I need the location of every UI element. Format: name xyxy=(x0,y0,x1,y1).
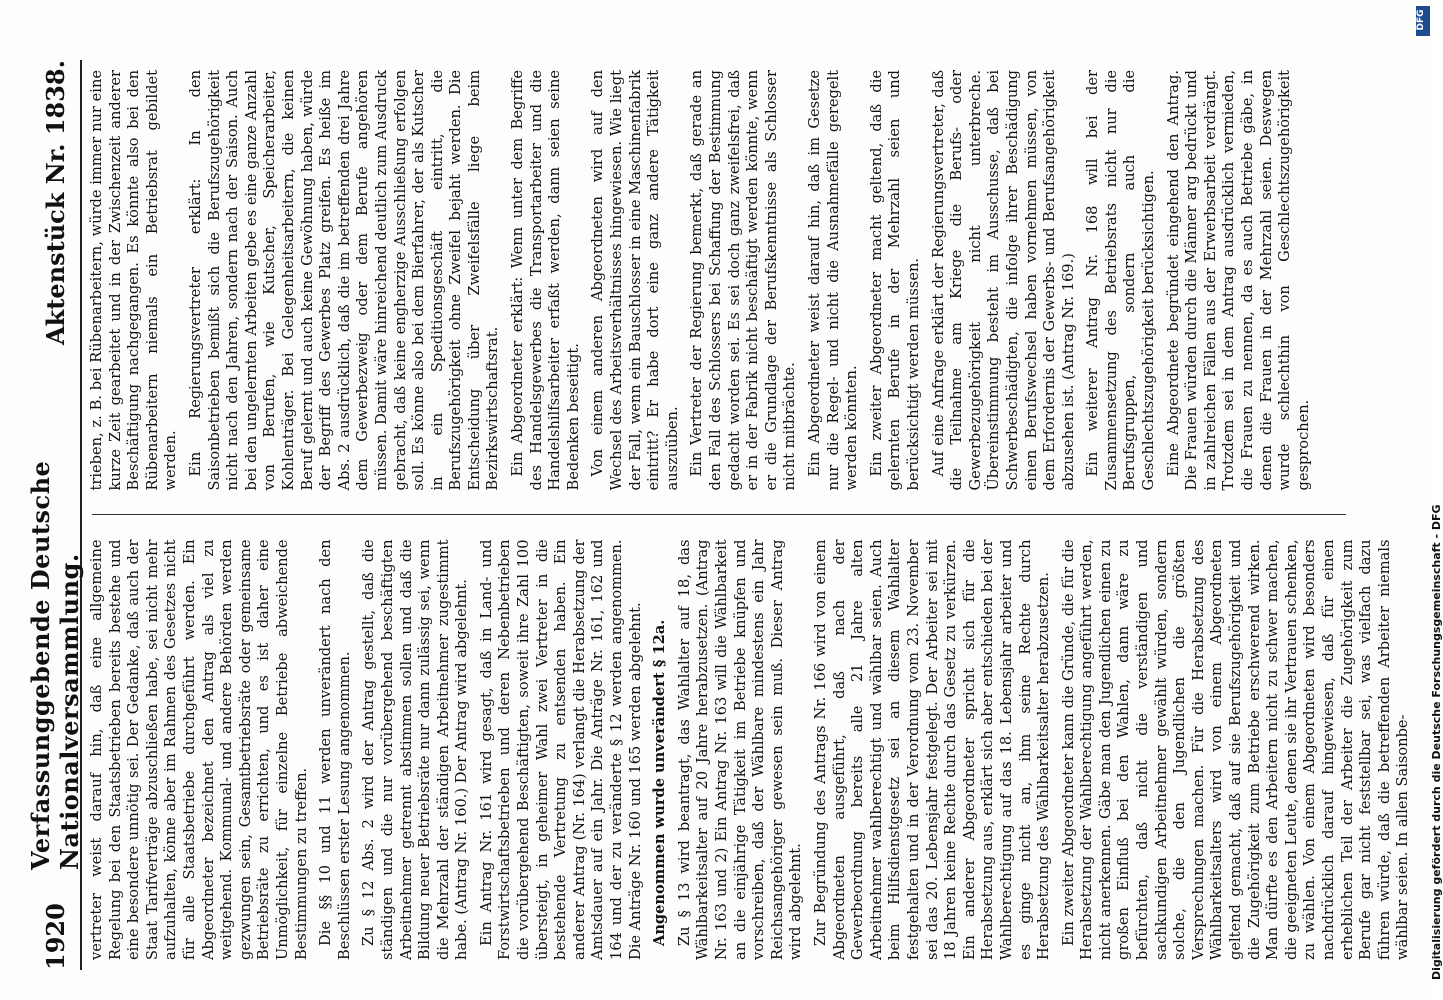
paragraph: Ein zweiter Abgeordneter kann die Gründe, die für die Herabsetzung der Wahlberechtigung angeführt werden, nicht anerkennen. Gäbe man den Jugendlichen einen zu großen Einfluß bei den Wahlen, dann wäre zu befürchten, daß nicht die verständigen und sachkundigen Arbeitnehmer gewählt würden, sondern solche, die den Jugendlichen die größten Versprechungen machen. Für die Herabsetzung des Wählbarkeitsalters wird von einem Abgeordneten geltend gemacht, daß auf sie Berufszugehörigkeit und die Zugehörigkeit zum Betriebe erschwerend wirken. Man dürfte es den Arbeitern nicht zu schwer machen, die geeigneten Leute, denen sie ihr Vertrauen schenken, zu wählen. Von einem Abgeordneten wird besonders nachdrücklich darauf hingewiesen, daß für einen erheblichen Teil der Arbeiter die Zugehörigkeit zum Berufe gar nicht feststellbar sei, was vielfach dazu führen würde, daß die betreffenden Arbeiter niemals wählbar seien. In allen Saisonbe- xyxy=(1059,539,1412,960)
column-right xyxy=(88,70,1350,491)
paragraph: Von einem anderen Abgeordneten wird auf den Wechsel des Arbeitsverhältnisses hingewiesen. Wie liegt der Fall, wenn ein Bauschlosser in eine Maschinenfabrik eintritt? Er habe dort eine ganz andere Tätigkeit auszuüben. xyxy=(589,70,681,491)
paragraph: Ein zweiter Abgeordneter macht geltend, daß die gelernten Berufe in der Mehrzahl seien und berücksichtigt werden müssen. xyxy=(867,70,922,491)
paragraph: Auf eine Anfrage erklärt der Regierungsvertreter, daß die Teilnahme am Kriege die Berufs- oder Gewerbezugehörigkeit nicht unterbreche. Übereinstimmung besteht im Ausschusse, daß bei Schwerbeschädigten, die infolge ihrer Beschädigung einen Berufswechsel haben vornehmen müssen, von dem Erfordernis der Gewerbs- und Berufsangehörigkeit abzusehen ist. (Antrag Nr. 169.) xyxy=(929,70,1077,491)
rotated-document xyxy=(0,40,1410,1000)
dfg-logo: DFG xyxy=(1416,6,1430,36)
paragraph: Ein Abgeordneter erklärt: Wenn unter dem Begriffe des Handelsgewerbes die Transportarbeiter und die Handelshilfsarbeiter erfaßt werden, dann seien seine Bedenken beseitigt. xyxy=(509,70,582,491)
page-header xyxy=(26,60,84,970)
paragraph: Zur Begründung des Antrags Nr. 166 wird von einem Abgeordneten ausgeführt, daß nach der Gewerbeordnung bereits alle 21 Jahre alten Arbeitnehmer wahlberechtigt und wählbar seien. Auch beim Hilfsdienstgesetz sei an diesem Wahlalter festgehalten und in der Verordnung vom 23. November sei das 20. Lebensjahr festgelegt. Der Arbeiter sei mit 18 Jahren keine Rechte durch das Gesetz zu verkürzen. Ein anderer Abgeordneter spricht sich für die Herabsetzung aus, erklärt sich aber entschieden bei der Wahlberechtigung auf das 18. Lebensjahr arbeiter und es ginge nicht an, ihm seine Rechte durch Herabsetzung des Wählbarkeitsalter herabzusetzen. xyxy=(811,539,1053,960)
paragraph: trieben, z. B. bei Rübenarbeitern, würde immer nur eine kurze Zeit gearbeitet und in der Zwischenzeit anderer Beschäftigung nachgegangen. Es könnte also bei den Rübenarbeitern niemals ein Betriebsrat gebildet werden. xyxy=(88,70,180,491)
paragraph: Eine Abgeordnete begründet eingehend den Antrag. Die Frauen würden durch die Männer arg bedrückt und in zahlreichen Fällen aus der Erwerbsarbeit verdrängt. Trotzdem sei in dem Antrag ausdrücklich vermieden, die Frauen zu nennen, da es auch Betriebe gäbe, in denen die Frauen in der Mehrzahl seien. Deswegen wurde schlechthin von Geschlechtszugehörigkeit gesprochen. xyxy=(1164,70,1312,491)
paragraph: Zu § 13 wird beantragt, das Wahlalter auf 18, das Wählbarkeitsalter auf 20 Jahre herabzusetzen. (Antrag Nr. 163 und 2) Ein Antrag Nr. 163 will die Wählbarkeit an die einjährige Tätigkeit im Betriebe knüpfen und vorschreiben, daß der Wählbare mindestens ein Jahr Reichsangehöriger gewesen sein muß. Dieser Antrag wird abgelehnt. xyxy=(675,539,805,960)
paragraph: vertreter weist darauf hin, daß eine allgemeine Regelung bei den Staatsbetrieben bereits bestehe und eine besondere unnötig sei. Der Gedanke, daß auch der Staat Tarifverträge abzuschließen habe, sei nicht mehr aufzuhalten, könne aber im Rahmen des Gesetzes nicht für alle Staatsbetriebe durchgeführt werden. Ein Abgeordneter bezeichnet den Antrag als viel zu weitgehend. Kommunal- und andere Behörden werden gezwungen sein, Gesamtbetriebsräte oder gemeinsame Betriebsräte zu errichten, und es ist daher eine Unmöglichkeit, für einzelne Betriebe abweichende Bestimmungen zu treffen. xyxy=(88,539,310,960)
paragraph: Angenommen wurde unverändert § 12a. xyxy=(651,619,669,946)
paragraph: Ein Abgeordneter weist darauf hin, daß im Gesetze nur die Regel- und nicht die Ausnahmefälle geregelt werden könnten. xyxy=(805,70,861,491)
paragraph: Die §§ 10 und 11 werden unverändert nach den Beschlüssen erster Lesung angenommen. xyxy=(317,539,353,960)
running-title: Verfassunggebende Deutsche Nationalversammlung. xyxy=(26,460,84,870)
text-columns xyxy=(88,70,1412,960)
column-left xyxy=(88,539,1412,961)
page-number: 1920 xyxy=(40,903,70,970)
document-number: Aktenstück Nr. 1838. xyxy=(40,60,70,345)
paragraph: Ein Regierungsvertreter erklärt: In den Saisonbetrieben bemißt sich die Berufszugehörigkeit nicht nach den Jahren, sondern nach der Saison. Auch bei den ungelernten Arbeiten gebe es eine ganze Anzahl von Berufen, wie Kutscher, Speicherarbeiter, Kohlenträger. Bei Gelegenheitsarbeitern, die keinen Beruf gelernt und auch keine Gewöhnung haben, würde der Begriff des Gewerbes Platz greifen. Es heiße im Abs. 2 ausdrücklich, daß die im betreffenden drei Jahre dem Gewerbezweig oder dem Berufe angehören müssen. Damit wäre hinreichend deutlich zum Ausdruck gebracht, daß keine engherzige Ausschließung erfolgen soll. Es könne also bei dem Bierfahrer, der als Kutscher in ein Speditionsgeschäft eintritt, die Berufszugehörigkeit ohne Zweifel bejaht werden. Die Entscheidung über Zweifelsfälle liege beim Bezirkswirtschaftsrat. xyxy=(186,70,502,491)
paragraph: Ein Vertreter der Regierung bemerkt, daß gerade an den Fall des Schlossers bei Schaffung der Bestimmung gedacht worden sei. Es sei doch ganz zweifelsfrei, daß er in der Fabrik nicht beschäftigt werden könnte, wenn er die Grundlage der Berufskenntnisse als Schlosser nicht mitbrächte. xyxy=(688,70,799,491)
digitization-note-text: Digitalisierung gefördert durch die Deutsche Forschungsgemeinschaft - DFG xyxy=(1430,504,1443,980)
column-divider xyxy=(92,515,1346,516)
paragraph: Ein weiterer Antrag Nr. 168 will bei der Zusammensetzung des Betriebsrats nicht nur die Berufsgruppen, sondern auch die Geschlechtszugehörigkeit berücksichtigen. xyxy=(1084,70,1158,491)
paragraph: Zu § 12 Abs. 2 wird der Antrag gestellt, daß die ständigen und die nur vorübergehend beschäftigten Arbeitnehmer getrennt abstimmen sollen und daß die Bildung neuer Betriebsräte nur dann zulässig sei, wenn die Mehrzahl der ständigen Arbeitnehmer zugestimmt habe. (Antrag Nr. 160.) Der Antrag wird abgelehnt. xyxy=(360,539,471,960)
digitization-note xyxy=(1408,20,1443,1000)
paragraph: Ein Antrag Nr. 161 wird gesagt, daß in Land- und Forstwirtschaftsbetrieben und deren Nebenbetrieben die vorübergehend Beschäftigten, soweit ihre Zahl 100 übersteigt, in geheimer Wahl zwei Vertreter in die bestehende Vertretung zu entsenden haben. Ein anderer Antrag (Nr. 164) verlangt die Herabsetzung der Amtsdauer auf ein Jahr. Die Anträge Nr. 161, 162 und 164 und der zu veränderte § 12 werden angenommen. Die Anträge Nr. 160 und 165 werden abgelehnt. xyxy=(477,539,644,960)
